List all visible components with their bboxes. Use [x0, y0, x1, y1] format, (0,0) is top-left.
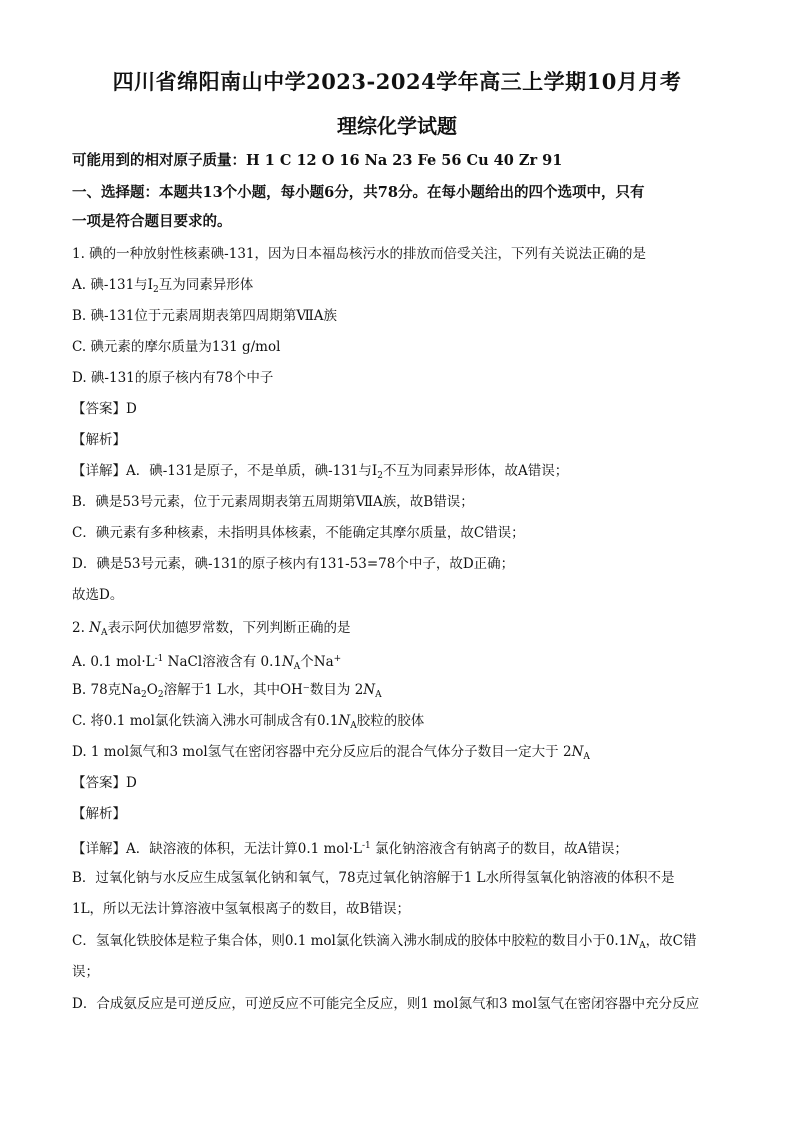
q1-stem: 1. 碘的一种放射性核素碘-131，因为日本福岛核污水的排放而倍受关注，下列有关说法正确的是	[72, 246, 646, 262]
section-heading-line1: 一、选择题：本题共13个小题，每小题6分，共78分。在每小题给出的四个选项中，只有	[72, 184, 645, 201]
q2-stem: 2. $N_A$表示阿伏加德罗常数，下列判断正确的是	[72, 620, 351, 638]
q2-explain-b-line1: B．过氧化钠与水反应生成氢氧化钠和氧气，78克过氧化钠溶解于1 L水所得氢氧化钠溶液的体积不是	[72, 870, 675, 886]
q1-explain-a: 【详解】A．碘-131是原子，不是单质，碘-131与$I_2$不互为同素异形体，故A错误；	[72, 463, 569, 481]
q1-explain-b: B．碘是53号元素，位于元素周期表第五周期第ⅦA族，故B错误；	[72, 494, 474, 510]
q2-option-b: B. 78克$Na_2O_2$溶解于1 L水，其中OH⁻数目为 $2N_A$	[72, 682, 382, 700]
q1-conclusion: 故选D。	[72, 587, 124, 603]
q2-analysis-label: 【解析】	[72, 806, 126, 822]
q1-option-a: A. 碘-131与$I_2$互为同素异形体	[72, 277, 254, 295]
q1-explain-d: D．碘是53号元素，碘-131的原子核内有131-53=78个中子，故D正确；	[72, 556, 515, 572]
q2-answer: 【答案】D	[72, 775, 137, 791]
q2-option-c: C. 将0.1 mol氯化铁滴入沸水可制成含有$0.1N_A$胶粒的胶体	[72, 713, 425, 731]
q1-answer: 【答案】D	[72, 401, 137, 417]
q2-explain-b-line2: 1L，所以无法计算溶液中氢氧根离子的数目，故B错误；	[72, 901, 410, 917]
q1-option-c: C. 碘元素的摩尔质量为131 g/mol	[72, 339, 281, 355]
q2-option-a: A. 0.1 $mol\cdot L^{-1}$ NaCl溶液含有 $0.1N_A$个Na+	[72, 654, 342, 672]
q2-option-d: D. 1 mol氮气和3 mol氢气在密闭容器中充分反应后的混合气体分子数目一定大于 $2N_A$	[72, 744, 590, 762]
q2-explain-a: 【详解】A．缺溶液的体积，无法计算0.1 $mol\cdot L^{-1}$ 氯化钠溶液含有钠离子的数目，故A错误；	[72, 841, 628, 857]
q1-option-b: B. 碘-131位于元素周期表第四周期第ⅦA族	[72, 308, 338, 324]
q2-explain-d: D．合成氨反应是可逆反应，可逆反应不可能完全反应，则1 mol氮气和3 mol氢气在密闭容器中充分反应	[72, 996, 700, 1012]
q2-explain-c-line2: 误；	[72, 964, 99, 980]
q1-option-d: D. 碘-131的原子核内有78个中子	[72, 370, 274, 386]
exam-title: 四川省绵阳南山中学2023-2024学年高三上学期10月月考	[112, 69, 682, 94]
q1-explain-c: C．碘元素有多种核素，未指明具体核素，不能确定其摩尔质量，故C错误；	[72, 525, 525, 541]
exam-subtitle: 理综化学试题	[337, 114, 457, 138]
section-heading-line2: 一项是符合题目要求的。	[72, 213, 232, 230]
atomic-masses: 可能用到的相对原子质量：H 1 C 12 O 16 Na 23 Fe 56 Cu 40 Zr 91	[72, 152, 563, 169]
q1-analysis-label: 【解析】	[72, 432, 126, 448]
q2-explain-c-line1: C．氢氧化铁胶体是粒子集合体，则0.1 mol氯化铁滴入沸水制成的胶体中胶粒的数目小于$0.1N_A$，故C错	[72, 933, 697, 951]
